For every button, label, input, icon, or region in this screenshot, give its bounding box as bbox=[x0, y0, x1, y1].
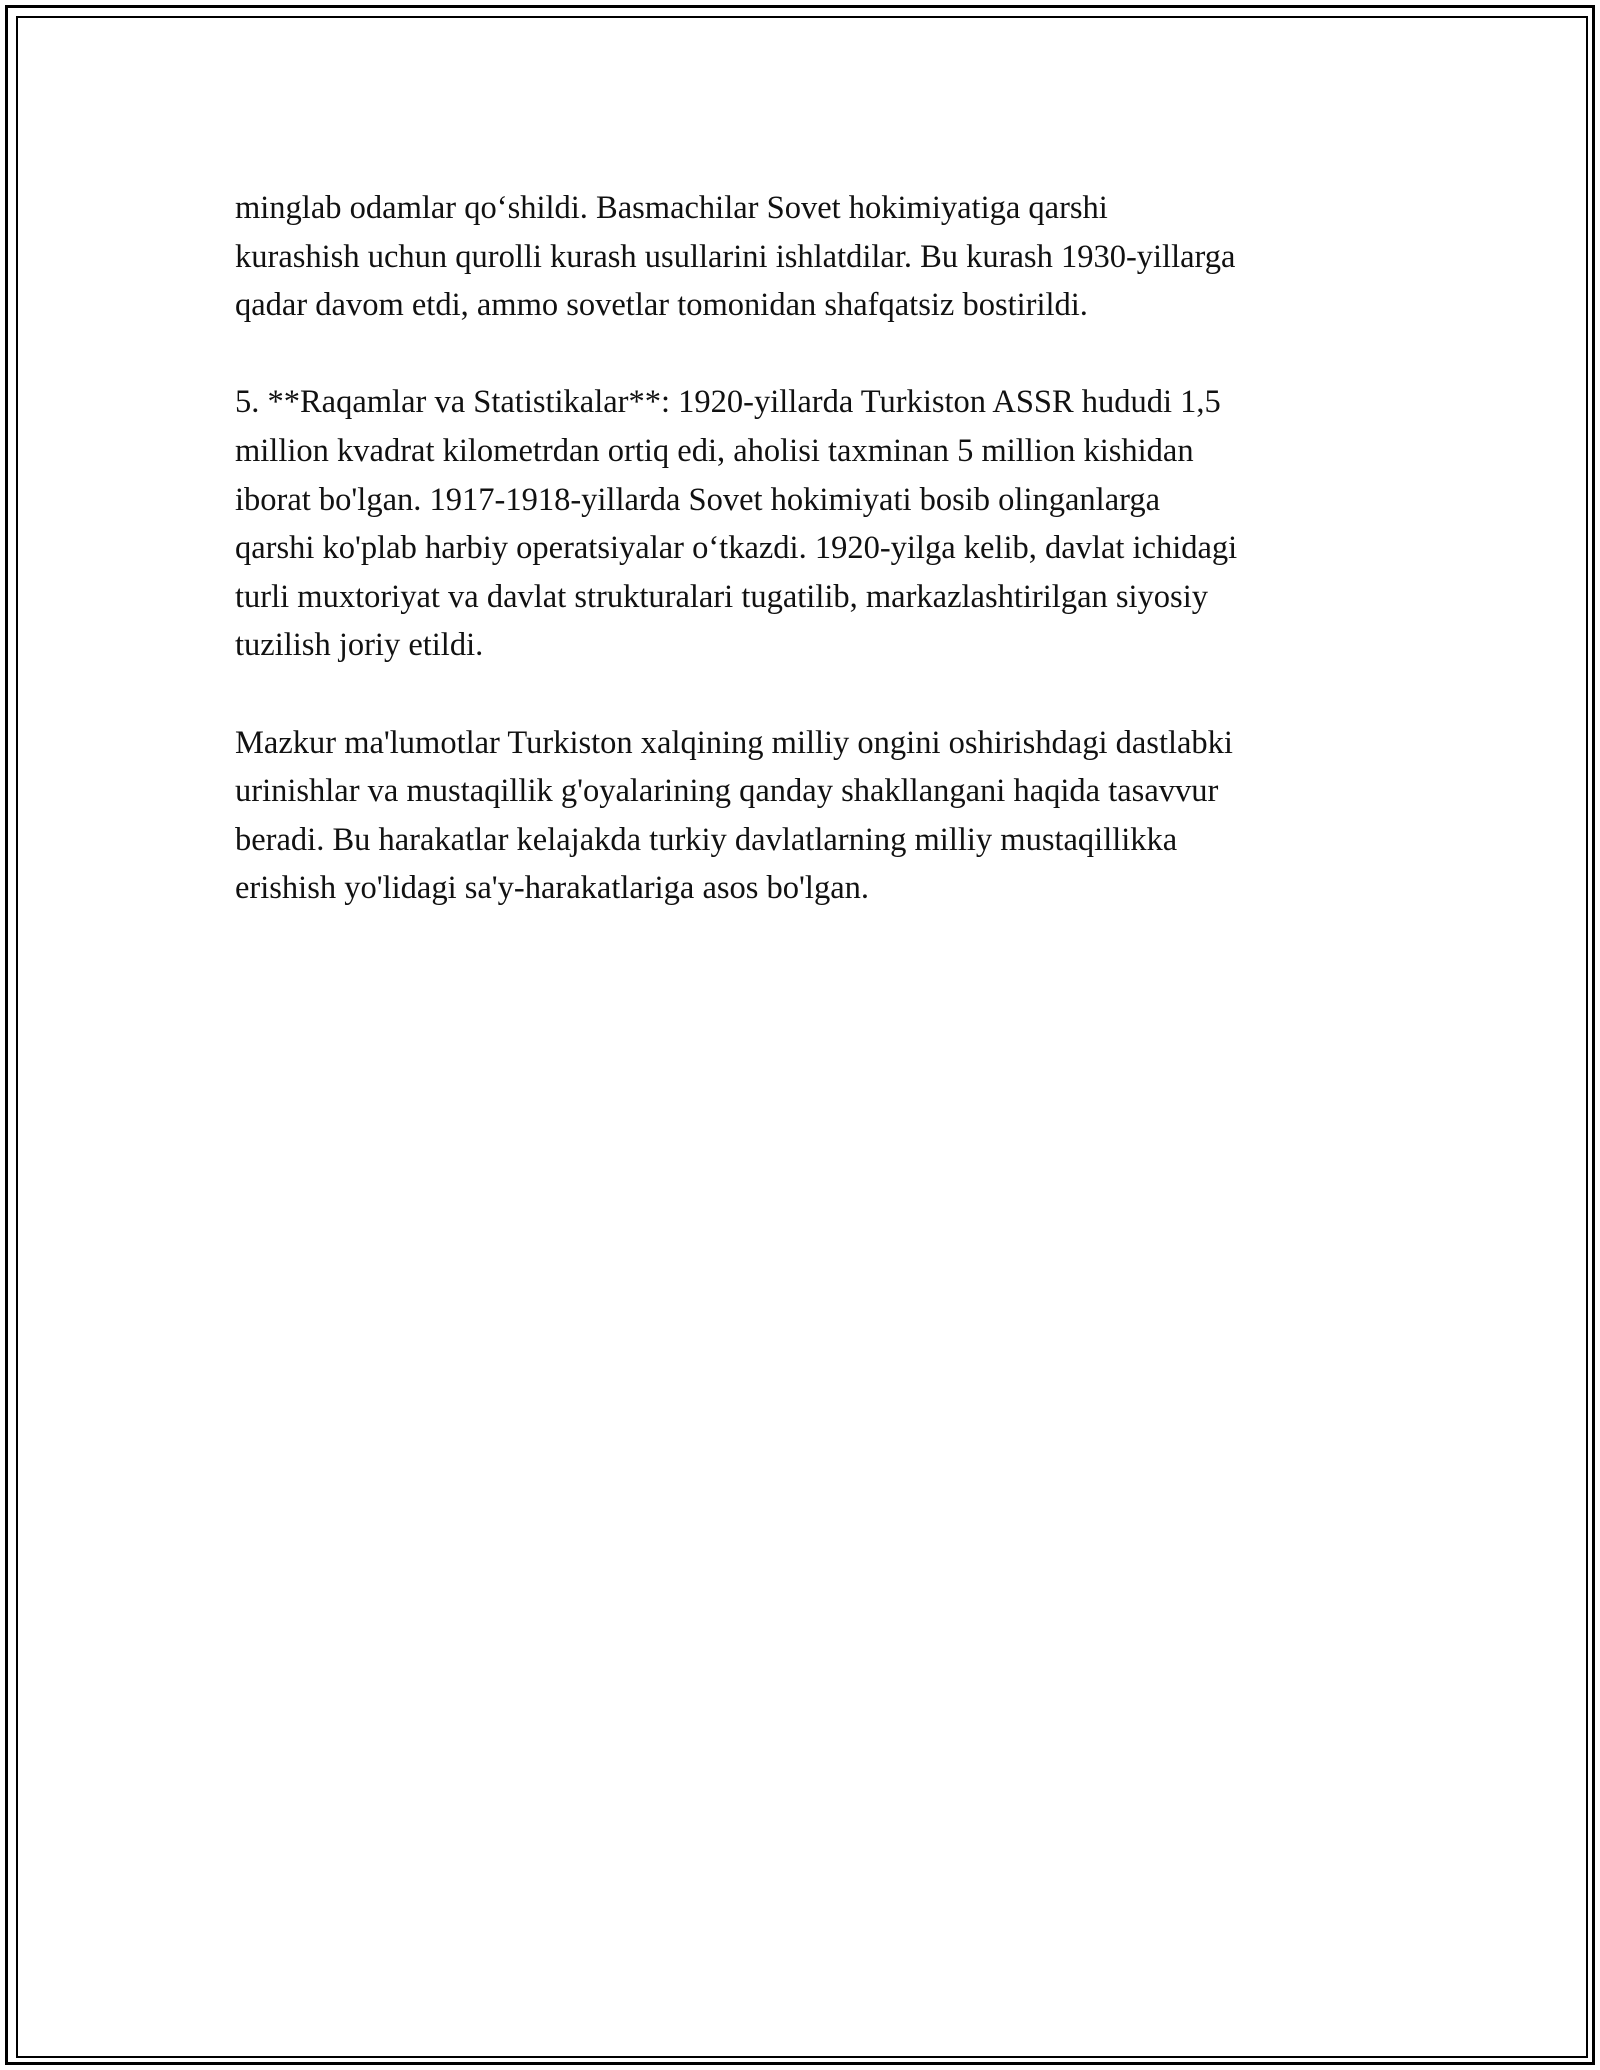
document-body bbox=[235, 184, 1375, 962]
paragraph-basmachi-struggle: minglab odamlar qo‘shildi. Basmachilar Sovet hokimiyatiga qarshi kurashish uchun qurolli kurash usullarini ishlatdilar. Bu kurash 1930-yillarga qadar davom etdi, ammo sovetlar tomonidan shafqatsiz bostirildi. bbox=[235, 190, 1236, 324]
paragraph-numbers-statistics: 5. **Raqamlar va Statistikalar**: 1920-yillarda Turkiston ASSR hududi 1,5 million kvadrat kilometrdan ortiq edi, aholisi taxminan 5 million kishidan iborat bo'lgan. 1917-1918-yillarda Sovet hokimiyati bosib olinganlarga qarshi ko'plab harbiy operatsiyalar o‘tkazdi. 1920-yilga kelib, davlat ichidagi turli muxtoriyat va davlat strukturalari tugatilib, markazlashtirilgan siyosiy tuzilish joriy etildi. bbox=[235, 384, 1238, 664]
paragraph-conclusion: Mazkur ma'lumotlar Turkiston xalqining milliy ongini oshirishdagi dastlabki urinishlar va mustaqillik g'oyalarining qanday shakllangani haqida tasavvur beradi. Bu harakatlar kelajakda turkiy davlatlarning milliy mustaqillikka erishish yo'lidagi sa'y-harakatlariga asos bo'lgan. bbox=[235, 724, 1233, 907]
